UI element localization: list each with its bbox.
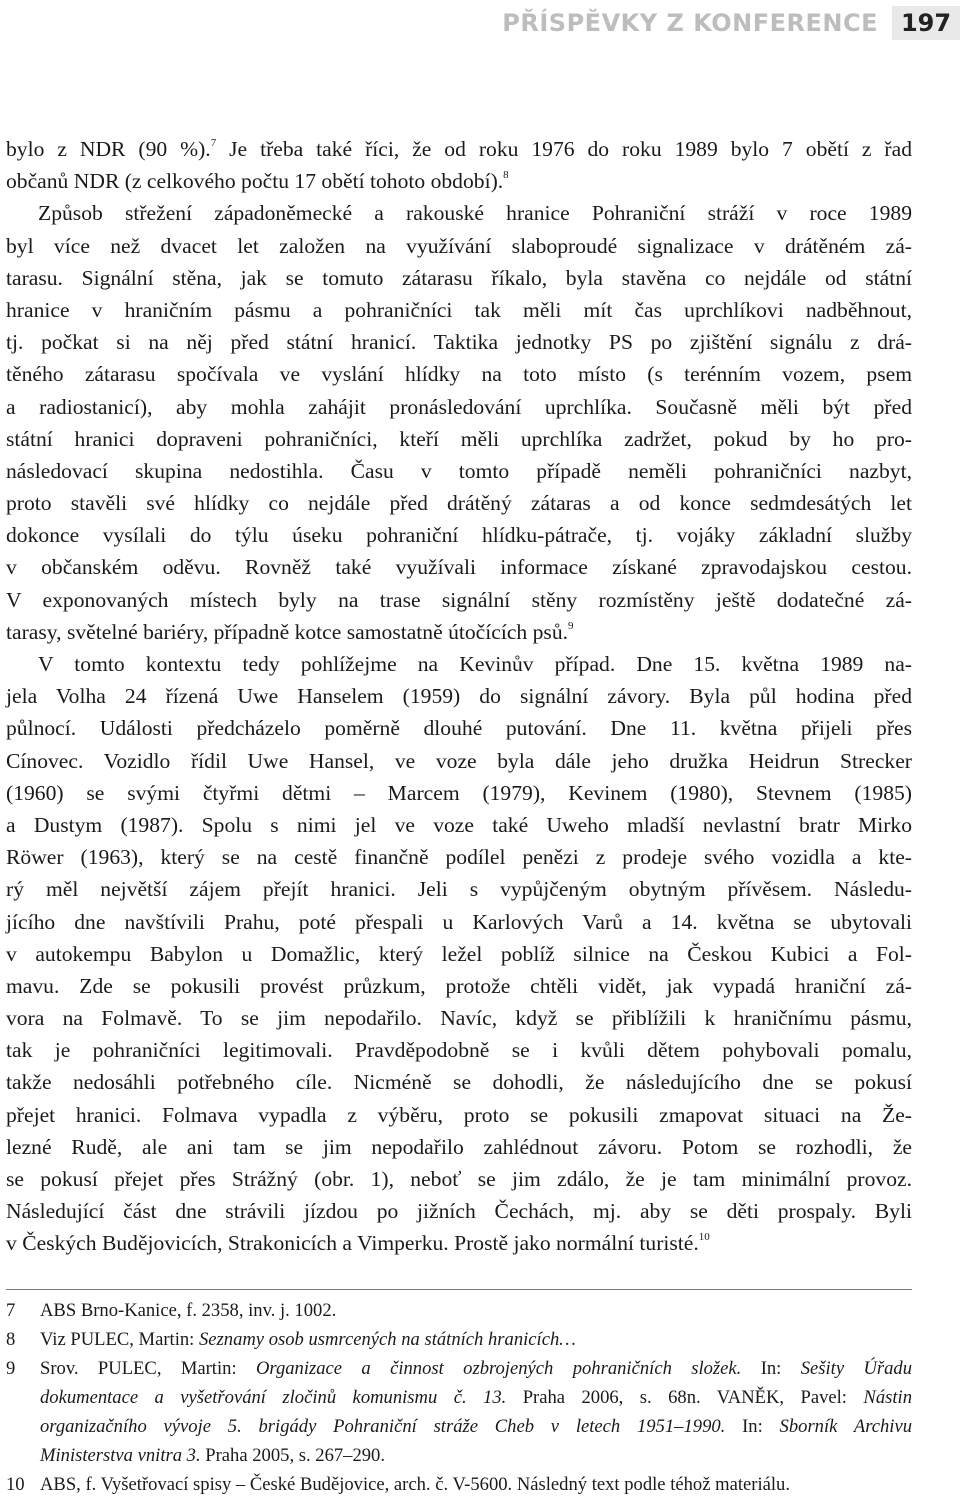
footnote-text: Ministerstva vnitra 3. Praha 2005, s. 267–290. bbox=[40, 1445, 386, 1466]
text-line: tarasy, světelné bariéry, případně kotce samostatně útočících psů.$^9$ bbox=[6, 619, 574, 644]
body-text bbox=[6, 133, 912, 1260]
text-line: Röwer (1963), který se na cestě finančně podílel penězi z prodeje svého vozidla a kte- bbox=[6, 845, 912, 870]
text-line: a radiostanicí), aby mohla zahájit pronásledování uprchlíka. Současně měli být před bbox=[6, 394, 912, 419]
text-line: bylo z NDR (90 %).$^7$ Je třeba také říci, že od roku 1976 do roku 1989 bylo 7 obětí z řad bbox=[6, 137, 912, 161]
text-line: státní hranici dopraveni pohraničníci, kteří měli uprchlíka zadržet, pokud by ho pro- bbox=[6, 426, 912, 451]
text-line: půlnocí. Události předcházelo poměrně dlouhé putování. Dne 11. května přijeli přes bbox=[6, 716, 912, 741]
text-line: jícího dne navštívili Prahu, poté přespali u Karlových Varů a 14. května se ubytovali bbox=[6, 909, 912, 934]
text-line: V tomto kontextu tedy pohlížejme na Kevinův případ. Dne 15. května 1989 na- bbox=[38, 652, 912, 676]
text-line: V exponovaných místech byly na trase signální stěny rozmístěny ještě dodatečné zá- bbox=[6, 587, 912, 612]
footnotes bbox=[6, 1296, 912, 1499]
text-line: přejet hranici. Folmava vypadla z výběru, proto se pokusili zmapovat situaci na Že- bbox=[6, 1102, 912, 1127]
footnote-divider bbox=[6, 1289, 912, 1290]
page-number: 197 bbox=[892, 6, 960, 40]
text-line: v občanském oděvu. Rovněž také využívali informace získané zpravodajskou cestou. bbox=[6, 555, 912, 580]
footnote-ref-10[interactable]: 10 bbox=[698, 1231, 710, 1244]
footnote-text: dokumentace a vyšetřování zločinů komunismu č. 13. Praha 2006, s. 68n. VANĚK, Pavel: Nástin bbox=[40, 1387, 912, 1408]
footnote-text: organizačního vývoje 5. brigády Pohraniční stráže Cheb v letech 1951–1990. In: Sborník Archivu bbox=[40, 1416, 913, 1437]
text-line: v Českých Budějovicích, Strakonicích a Vimperku. Prostě jako normální turisté.$^{10}$ bbox=[6, 1231, 710, 1256]
text-line: vora na Folmavě. To se jim nepodařilo. Navíc, když se přiblížili k hraničnímu pásmu, bbox=[6, 1006, 912, 1031]
text-line: rý měl největší zájem přejít hranici. Jeli s vypůjčeným obytným přívěsem. Následu- bbox=[6, 877, 912, 902]
text-line: hranice v hraničním pásmu a pohraničníci tak měli mít čas uprchlíkovi nadběhnout, bbox=[6, 297, 912, 322]
text-line: následovací skupina nedostihla. Času v tomto případě neměli pohraničníci nazbyt, bbox=[6, 458, 912, 483]
text-line: v autokempu Babylon u Domažlic, který ležel poblíž silnice na Českou Kubici a Fol- bbox=[6, 941, 912, 966]
text-line: takže nedosáhli potřebného cíle. Nicméně se dohodli, že následujícího dne se pokusí bbox=[6, 1070, 912, 1095]
footnote-number: 10 bbox=[6, 1474, 25, 1495]
footnote-number: 7 bbox=[6, 1300, 16, 1321]
footnote-number: 8 bbox=[6, 1329, 16, 1350]
footnote-ref-9[interactable]: 9 bbox=[568, 619, 574, 632]
text-line: jela Volha 24 řízená Uwe Hanselem (1959) do signální závory. Byla půl hodina před bbox=[6, 684, 912, 709]
footnote-ref-7[interactable]: 7 bbox=[210, 137, 217, 149]
footnote-text: ABS Brno-Kanice, f. 2358, inv. j. 1002. bbox=[40, 1300, 337, 1321]
footnote-text: Srov. PULEC, Martin: Organizace a činnost ozbrojených pohraničních složek. In: Sešity Úřadu bbox=[40, 1358, 913, 1379]
text-line: (1960) se svými čtyřmi dětmi – Marcem (1979), Kevinem (1980), Stevnem (1985) bbox=[6, 780, 912, 805]
footnote-text: Viz PULEC, Martin: Seznamy osob usmrcených na státních hranicích… bbox=[40, 1329, 576, 1350]
text-line: občanů NDR (z celkového počtu 17 obětí tohoto období).$^8$ bbox=[6, 169, 509, 194]
footnote-9 bbox=[6, 1354, 912, 1470]
text-line: proto stavěli své hlídky co nejdále před drátěný zátaras a od konce sedmdesátých let bbox=[6, 491, 912, 516]
text-line: tak je pohraničníci legitimovali. Pravděpodobně se i kvůli dětem pohybovali pomalu, bbox=[6, 1038, 912, 1063]
text-line: se pokusí přejet přes Strážný (obr. 1), neboť se jim zdálo, že je tam minimální provoz. bbox=[6, 1167, 912, 1191]
text-line: těného zátarasu spočívala ve vyslání hlídky na toto místo (s terénním vozem, psem bbox=[6, 362, 912, 387]
running-head-title: PŘÍSPĚVKY Z KONFERENCE bbox=[502, 9, 878, 37]
footnote-text: ABS, f. Vyšetřovací spisy – České Budějovice, arch. č. V-5600. Následný text podle téhož materiálu. bbox=[40, 1474, 790, 1495]
footnote-number: 9 bbox=[6, 1358, 16, 1379]
text-line: a Dustym (1987). Spolu s nimi jel ve voze také Uweho mladší nevlastní bratr Mirko bbox=[6, 812, 912, 837]
text-line: mavu. Zde se pokusili provést průzkum, protože chtěli vidět, jak vypadá hraniční zá- bbox=[6, 973, 912, 998]
text-line: Cínovec. Vozidlo řídil Uwe Hansel, ve voze byla dále jeho družka Heidrun Strecker bbox=[6, 748, 912, 773]
text-line: dokonce vysílali do týlu úseku pohraniční hlídku-pátrače, tj. vojáky základní služby bbox=[6, 523, 912, 548]
text-line: lezné Rudě, ale ani tam se jim nepodařilo zahlédnout závoru. Potom se rozhodli, že bbox=[6, 1134, 912, 1159]
footnote-10 bbox=[6, 1470, 912, 1499]
footnote-ref-8[interactable]: 8 bbox=[503, 169, 509, 182]
footnote-7 bbox=[6, 1296, 912, 1325]
text-line: tj. počkat si na něj před státní hranicí. Taktika jednotky PS po zjištění signálu z drá- bbox=[6, 330, 912, 355]
text-line: byl více než dvacet let založen na využívání slaboproudé signalizace v drátěném zá- bbox=[6, 233, 912, 258]
footnote-8 bbox=[6, 1325, 912, 1354]
text-line: Následující část dne strávili jízdou po jižních Čechách, mj. aby se děti prospaly. Byli bbox=[6, 1199, 912, 1224]
text-line: tarasu. Signální stěna, jak se tomuto zátarasu říkalo, byla stavěna co nejdále od státní bbox=[6, 265, 912, 290]
text-line: Způsob střežení západoněmecké a rakouské hranice Pohraniční stráží v roce 1989 bbox=[38, 201, 912, 226]
running-head bbox=[502, 6, 960, 40]
